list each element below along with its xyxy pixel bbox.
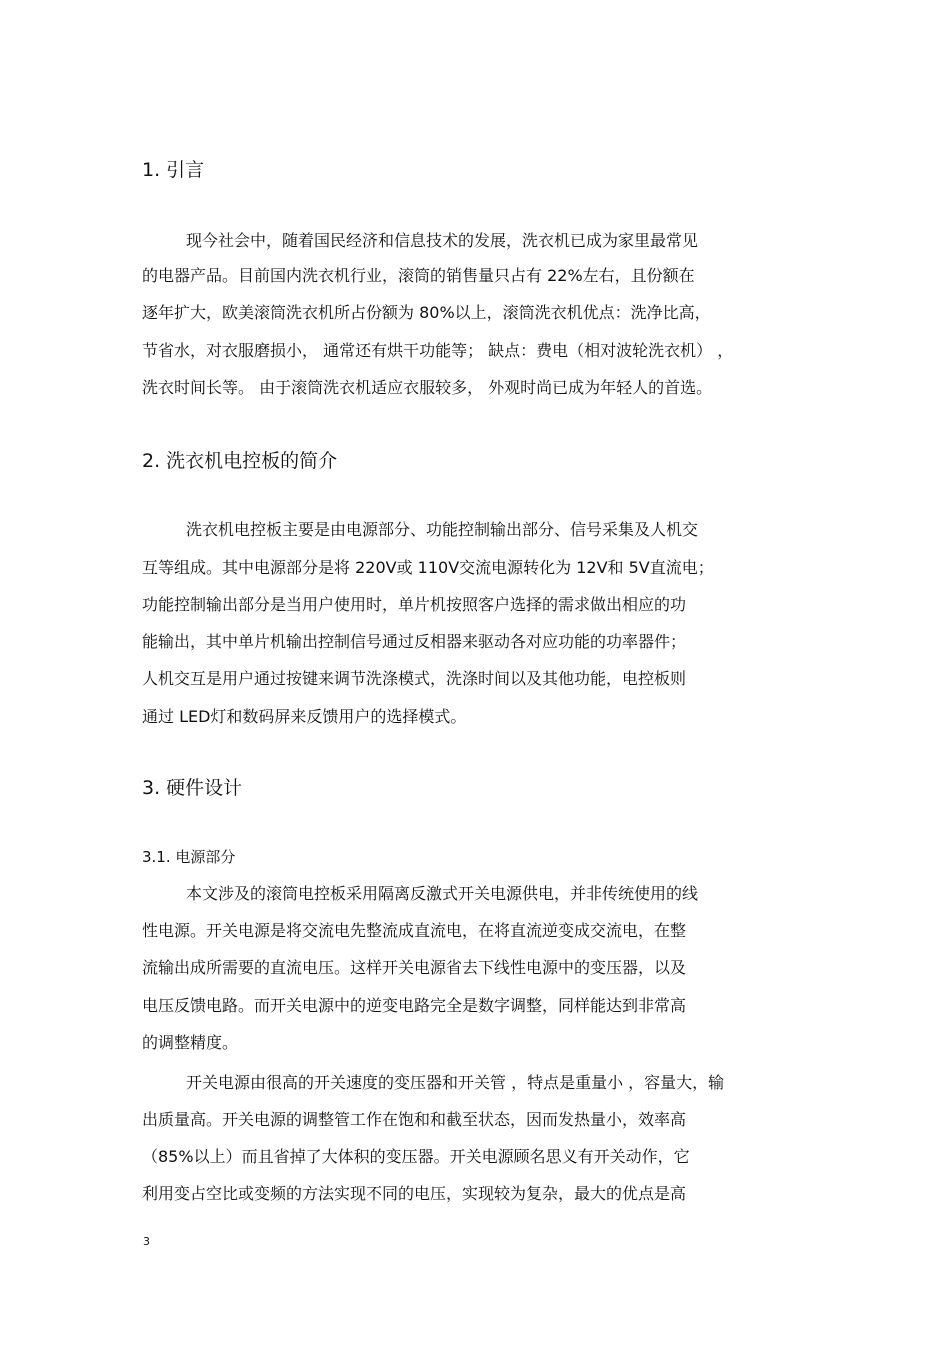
paragraph-line: 功能控制输出部分是当用户使用时，单片机按照客户选择的需求做出相应的功 xyxy=(142,595,687,614)
paragraph-line: 人机交互是用户通过按键来调节洗涤模式，洗涤时间以及其他功能，电控板则 xyxy=(142,669,687,688)
section-heading-intro: 1. 引言 xyxy=(142,159,205,181)
section-heading-control-board: 2. 洗衣机电控板的简介 xyxy=(142,450,338,472)
paragraph-line: 电压反馈电路。而开关电源中的逆变电路完全是数字调整，同样能达到非常高 xyxy=(142,996,687,1015)
paragraph-line: 性电源。开关电源是将交流电先整流成直流电，在将直流逆变成交流电，在整 xyxy=(142,921,687,940)
paragraph-line: 洗衣机电控板主要是由电源部分、功能控制输出部分、信号采集及人机交 xyxy=(186,520,699,539)
paragraph-line: 出质量高。开关电源的调整管工作在饱和和截至状态，因而发热量小，效率高 xyxy=(142,1110,687,1129)
page-number: 3 xyxy=(143,1235,150,1248)
section-heading-hardware: 3. 硬件设计 xyxy=(142,777,243,799)
paragraph-line: （85%以上）而且省掉了大体积的变压器。开关电源顾名思义有开关动作，它 xyxy=(142,1147,690,1166)
paragraph-line: 开关电源由很高的开关速度的变压器和开关管 ，特点是重量小 ，容量大，输 xyxy=(186,1073,725,1092)
paragraph-line: 流输出成所需要的直流电压。这样开关电源省去下线性电源中的变压器，以及 xyxy=(142,958,687,977)
paragraph-line: 利用变占空比或变频的方法实现不同的电压，实现较为复杂，最大的优点是高 xyxy=(142,1184,687,1203)
paragraph-line: 的调整精度。 xyxy=(142,1033,239,1052)
paragraph-line: 的电器产品。目前国内洗衣机行业，滚筒的销售量只占有 22%左右，且份额在 xyxy=(142,266,695,285)
paragraph-line: 节省水，对衣服磨损小， 通常还有烘干功能等； 缺点：费电（相对波轮洗衣机） ， xyxy=(142,341,734,360)
subsection-heading-power: 3.1. 电源部分 xyxy=(142,848,236,866)
paragraph-line: 洗衣时间长等。 由于滚筒洗衣机适应衣服较多， 外观时尚已成为年轻人的首选。 xyxy=(142,378,713,397)
paragraph-line: 通过 LED灯和数码屏来反馈用户的选择模式。 xyxy=(142,707,467,726)
paragraph-line: 本文涉及的滚筒电控板采用隔离反激式开关电源供电，并非传统使用的线 xyxy=(186,884,699,903)
paragraph-line: 能输出，其中单片机输出控制信号通过反相器来驱动各对应功能的功率器件； xyxy=(142,632,687,651)
paragraph-line: 现今社会中，随着国民经济和信息技术的发展，洗衣机已成为家里最常见 xyxy=(186,231,699,250)
paragraph-line: 逐年扩大，欧美滚筒洗衣机所占份额为 80%以上，滚筒洗衣机优点：洗净比高， xyxy=(142,303,711,322)
paragraph-line: 互等组成。其中电源部分是将 220V或 110V交流电源转化为 12V和 5V直流电； xyxy=(142,558,714,577)
